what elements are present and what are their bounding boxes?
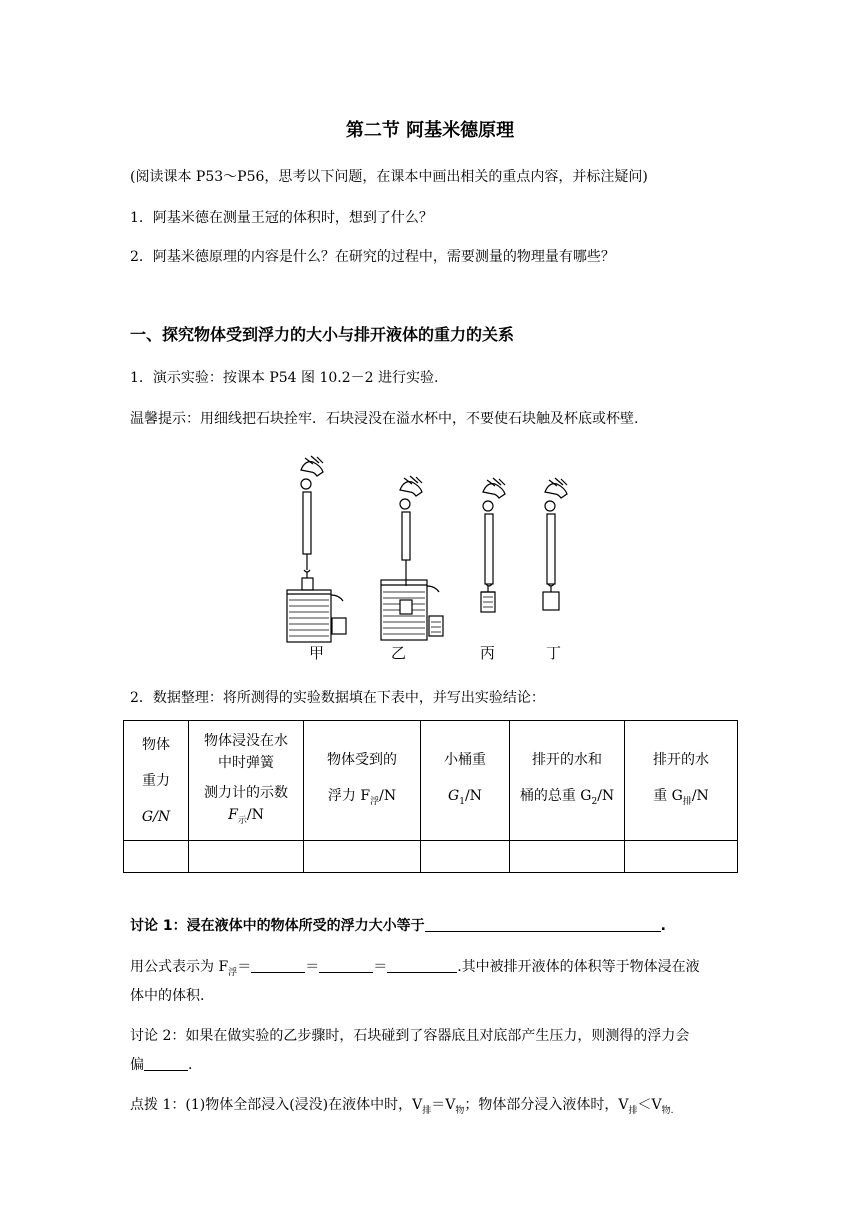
formula-line: 用公式表示为 $F_浮=$ ＝ ＝ .其中被排开液体的体积等于物体浸在液 xyxy=(130,959,700,978)
header-object-weight: 物体 重力 G/N xyxy=(124,721,189,841)
label-yi: 乙 xyxy=(391,644,407,662)
discussion-2: 讨论 2：如果在做实验的乙步骤时，石块碰到了容器底且对底部产生压力，则测得的浮力会 xyxy=(130,1028,690,1044)
question-2: 2．阿基米德原理的内容是什么？在研究的过程中，需要测量的物理量有哪些？ xyxy=(130,249,615,265)
answer-blank-2[interactable] xyxy=(144,1056,188,1071)
label-bing: 丙 xyxy=(480,644,496,662)
header-displaced-water-weight: 排开的水 重 $G_排/N$ xyxy=(625,721,738,841)
data-table xyxy=(123,720,738,873)
section-heading: 一、探究物体受到浮力的大小与排开液体的重力的关系 xyxy=(130,325,515,344)
setup-bing xyxy=(481,478,505,612)
cell-displaced-water-weight[interactable] xyxy=(625,841,738,873)
experiment-step-1: 1．演示实验：按课本 P54 图 10.2－2 进行实验. xyxy=(130,370,439,386)
experiment-figure xyxy=(275,452,595,671)
setup-jia xyxy=(287,456,346,642)
discussion-1: 讨论 1：浸在液体中的物体所受的浮力大小等于 . xyxy=(130,918,666,934)
experiment-step-2: 2．数据整理：将所测得的实验数据填在下表中，并写出实验结论： xyxy=(130,690,545,706)
header-spring-reading: 物体浸没在水 中时弹簧 测力计的示数 $F_示/N$ xyxy=(189,721,304,841)
cell-buoyant-force[interactable] xyxy=(304,841,421,873)
reading-instruction: (阅读课本 P53～P56，思考以下问题，在课本中画出相关的重点内容，并标注疑问) xyxy=(130,169,648,185)
formula-blank-1[interactable] xyxy=(251,958,305,973)
label-ding: 丁 xyxy=(546,644,562,662)
hint-1: 点拨 1：(1)物体全部浸入(浸没)在液体中时，$V_排=V_物$；物体部分浸入液体时，$V_排<V_{物.}$ xyxy=(130,1097,674,1116)
experiment-tip: 温馨提示：用细线把石块拴牢．石块浸没在溢水杯中，不要使石块触及杯底或杯壁. xyxy=(130,411,639,427)
cell-total-weight[interactable] xyxy=(510,841,625,873)
label-jia: 甲 xyxy=(309,644,325,662)
header-bucket-weight: 小桶重 $G_1/N$ xyxy=(421,721,510,841)
answer-blank-1[interactable] xyxy=(425,917,661,932)
question-1: 1．阿基米德在测量王冠的体积时，想到了什么？ xyxy=(130,210,433,226)
table-row xyxy=(124,841,738,873)
page-title: 第二节 阿基米德原理 xyxy=(345,120,515,141)
header-total-weight: 排开的水和 桶的总重 $G_2/N$ xyxy=(510,721,625,841)
cell-spring-reading[interactable] xyxy=(189,841,304,873)
discussion-2-cont: 偏 . xyxy=(130,1057,193,1073)
setup-yi xyxy=(381,476,443,640)
setup-ding xyxy=(543,478,567,610)
header-buoyant-force: 物体受到的 浮力 $F_浮/N$ xyxy=(304,721,421,841)
cell-object-weight[interactable] xyxy=(124,841,189,873)
table-header-row xyxy=(124,721,738,841)
formula-blank-3[interactable] xyxy=(387,958,457,973)
formula-line-2: 体中的体积. xyxy=(130,988,205,1004)
cell-bucket-weight[interactable] xyxy=(421,841,510,873)
formula-blank-2[interactable] xyxy=(319,958,373,973)
